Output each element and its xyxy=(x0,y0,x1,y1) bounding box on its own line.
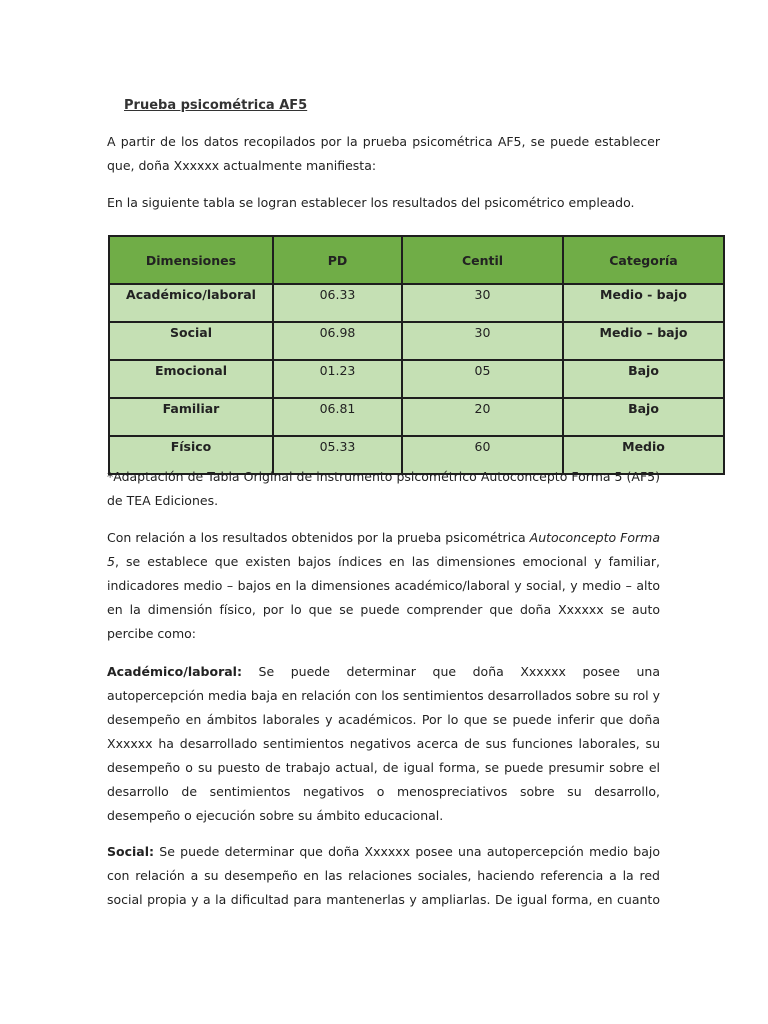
table-row xyxy=(109,322,724,360)
social-label: Social: xyxy=(107,844,155,859)
table-row xyxy=(109,398,724,436)
cell-centil: 30 xyxy=(402,322,563,360)
header-dimensiones: Dimensiones xyxy=(109,236,273,284)
cell-centil: 20 xyxy=(402,398,563,436)
academico-text: Se puede determinar que doña Xxxxxx posee una autopercepción media baja en relación con los sentimientos desarrollados sobre su rol y desempeño en ámbitos laborales y académicos. Por lo que se puede inferir que doña Xxxxxx ha desarrollado sentimientos negativos acerca de sus funciones laborales, su desempeño o su puesto de trabajo actual, de igual forma, se puede presumir sobre el desarrollo de sentimientos negativos o menospreciativos sobre su desarrollo, desempeño o ejecución sobre su ámbito educacional. xyxy=(107,664,660,823)
header-categoria: Categoría xyxy=(563,236,724,284)
table-intro-paragraph: En la siguiente tabla se logran establecer los resultados del psicométrico empleado. xyxy=(107,195,635,210)
academico-paragraph xyxy=(107,660,660,828)
intro-paragraph: A partir de los datos recopilados por la prueba psicométrica AF5, se puede establecer que, doña Xxxxxx actualmente manifiesta: xyxy=(107,134,660,173)
cell-centil: 30 xyxy=(402,284,563,322)
cell-centil: 60 xyxy=(402,436,563,474)
cell-categoria: Medio – bajo xyxy=(563,322,724,360)
cell-pd: 06.98 xyxy=(273,322,402,360)
results-text-before: Con relación a los resultados obtenidos por la prueba psicométrica xyxy=(107,530,530,545)
cell-pd: 01.23 xyxy=(273,360,402,398)
results-paragraph xyxy=(107,526,660,646)
social-text: Se puede determinar que doña Xxxxxx posee una autopercepción medio bajo con relación a su desempeño en las relaciones sociales, haciendo referencia a la red social propia y a la dificultad para mantenerlas y ampliarlas. De igual forma, en cuanto xyxy=(107,844,660,907)
cell-categoria: Bajo xyxy=(563,398,724,436)
cell-dimension: Académico/laboral xyxy=(109,284,273,322)
cell-categoria: Medio xyxy=(563,436,724,474)
cell-pd: 06.33 xyxy=(273,284,402,322)
header-pd: PD xyxy=(273,236,402,284)
social-paragraph xyxy=(107,840,660,912)
table-footnote: *Adaptación de Tabla Original de instrumento psicométrico Autoconcepto Forma 5 (AF5) de TEA Ediciones. xyxy=(107,469,660,508)
results-text-after: , se establece que existen bajos índices en las dimensiones emocional y familiar, indicadores medio – bajos en la dimensiones académico/laboral y social, y medio – alto en la dimensión físico, por lo que se puede comprender que doña Xxxxxx se auto percibe como: xyxy=(107,554,660,641)
cell-pd: 06.81 xyxy=(273,398,402,436)
cell-pd: 05.33 xyxy=(273,436,402,474)
cell-categoria: Medio - bajo xyxy=(563,284,724,322)
header-centil: Centil xyxy=(402,236,563,284)
cell-centil: 05 xyxy=(402,360,563,398)
table-header-row xyxy=(109,236,724,284)
results-table xyxy=(108,235,725,475)
academico-label: Académico/laboral: xyxy=(107,664,242,679)
cell-dimension: Emocional xyxy=(109,360,273,398)
instrument-name: Autoconcepto Forma 5 xyxy=(107,530,660,569)
document-heading: Prueba psicométrica AF5 xyxy=(124,98,308,113)
table-row xyxy=(109,284,724,322)
table-row xyxy=(109,360,724,398)
cell-categoria: Bajo xyxy=(563,360,724,398)
cell-dimension: Social xyxy=(109,322,273,360)
cell-dimension: Familiar xyxy=(109,398,273,436)
cell-dimension: Físico xyxy=(109,436,273,474)
